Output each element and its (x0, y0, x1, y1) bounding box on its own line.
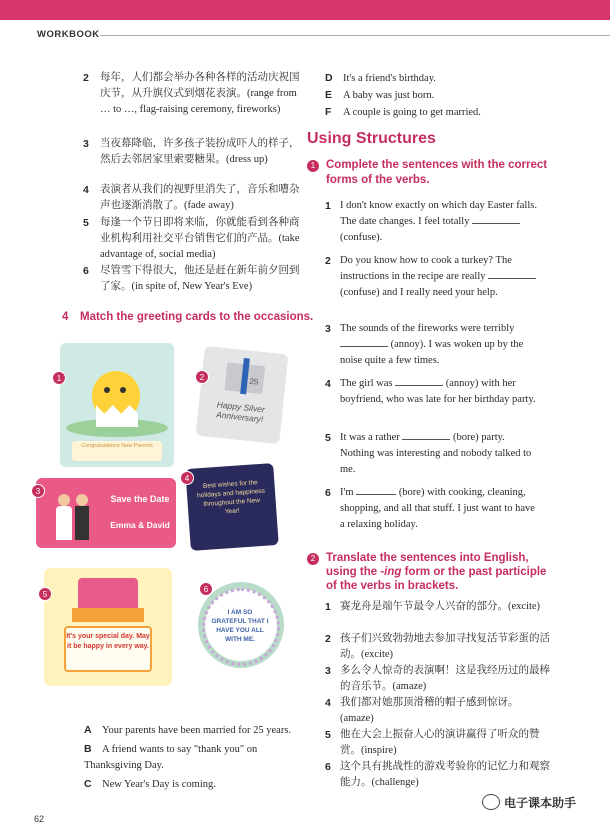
sentence-start: The girl was (340, 378, 393, 389)
occasion-b (84, 741, 284, 774)
card-number-badge: 1 (52, 371, 66, 385)
greeting-card-5 (44, 568, 172, 686)
item-number: 2 (325, 255, 331, 267)
card-caption: Congratulations New Parents (72, 441, 162, 461)
item-number: 1 (325, 200, 331, 212)
option-text: It's a friend's birthday. (343, 73, 436, 84)
bride-icon (58, 494, 70, 506)
part-title: Complete the sentences with the correct forms of the verbs. (326, 159, 548, 186)
card-number-badge: 3 (31, 484, 45, 498)
item-number: 3 (325, 323, 331, 335)
item-text: 赛龙舟是端午节最令人兴奋的部分。(excite) (340, 601, 541, 612)
header-rule (100, 35, 610, 36)
sentence-end: (bore) with cooking, cleaning, shopping, and all that stuff. I just want to have a relaxing holiday. (340, 487, 535, 530)
item-text: 他在大会上振奋人心的演讲赢得了听众的赞赏。(inspire) (340, 729, 540, 756)
option-letter: C (84, 778, 92, 790)
occasion-f (325, 104, 575, 121)
item-number: 2 (83, 72, 89, 84)
anniversary-number: 25 (249, 376, 259, 387)
item-number: 6 (83, 265, 89, 277)
card-caption: Best wishes for the holidays and happiness throughout the New Year! (196, 479, 266, 516)
workbook-header: WORKBOOK (37, 29, 100, 40)
occasion-d (325, 70, 575, 87)
sentence-start: I'm (340, 487, 354, 498)
groom-icon (76, 494, 88, 506)
item-number: 5 (325, 729, 331, 741)
option-letter: E (325, 89, 333, 101)
item-number: 5 (83, 217, 89, 229)
card-number-badge: 2 (195, 370, 209, 384)
part-title-b: form or the past participle of the verbs in brackets. (326, 566, 547, 592)
item-number: 4 (325, 378, 331, 390)
sentence-end: (confuse) and I really need your help. (340, 287, 498, 298)
sentence-end: (confuse). (340, 232, 383, 243)
part-number-badge: 1 (307, 160, 319, 172)
cake-icon (78, 578, 138, 612)
item-number: 2 (325, 633, 331, 645)
page-number: 62 (34, 814, 45, 824)
item-text: 这个具有挑战性的游戏考验你的记忆力和观察能力。(challenge) (340, 761, 550, 788)
blank-line[interactable] (472, 214, 520, 224)
chick-eye (120, 387, 126, 393)
blank-line[interactable] (488, 269, 536, 279)
option-letter: B (84, 743, 92, 755)
card-number-badge: 6 (199, 582, 213, 596)
watermark-text: 电子课本助手 (504, 796, 577, 810)
item-number: 1 (325, 601, 331, 613)
item-text: 当夜幕降临，许多孩子装扮成吓人的样子，然后去邻居家里索要糖果。(dress up) (100, 138, 300, 165)
option-letter: F (325, 106, 332, 118)
occasion-a (84, 722, 304, 739)
part-title-em: -ing (380, 566, 402, 578)
option-text: A baby was just born. (343, 90, 435, 101)
part-number-badge: 2 (307, 553, 319, 565)
blank-line[interactable] (402, 430, 450, 440)
option-text: New Year's Day is coming. (102, 779, 216, 790)
item-number: 4 (83, 184, 89, 196)
bride-dress (56, 506, 72, 540)
greeting-card-2 (196, 346, 289, 444)
sentence-start: It was a rather (340, 432, 400, 443)
card-caption: I AM SO GRATEFUL THAT I HAVE YOU ALL WITH ME. (211, 609, 269, 643)
item-text: 每逢一个节日即将来临，你就能看到各种商业机构利用社交平台销售它们的产品。(take advantage of, social media) (100, 217, 300, 260)
part-title (326, 551, 558, 593)
item-number: 4 (325, 697, 331, 709)
section-heading: Using Structures (307, 130, 436, 147)
top-color-bar (0, 0, 610, 20)
sentence-start: I don't know exactly on which day Easter falls. The date changes. I feel totally (340, 200, 537, 227)
item-number: 5 (325, 432, 331, 444)
item-number: 6 (325, 487, 331, 499)
blank-line[interactable] (395, 376, 443, 386)
option-text: A couple is going to get married. (343, 107, 481, 118)
card-number-badge: 4 (180, 471, 194, 485)
sentence-end: (annoy). I was woken up by the noise quite a few times. (340, 339, 524, 366)
part-title-a: Translate the sentences into English, using the (326, 552, 529, 578)
sentence-end: (bore) party. Nothing was interesting and nobody talked to me. (340, 432, 532, 475)
blank-line[interactable] (356, 485, 396, 495)
cake-layer (72, 608, 144, 622)
card-title: Save the Date (110, 494, 170, 504)
item-text: 表演者从我们的视野里消失了，音乐和嘈杂声也逐渐消散了。(fade away) (100, 184, 300, 211)
card-caption: It's your special day. May it be happy in every way. (64, 626, 152, 672)
greeting-card-3 (36, 478, 176, 548)
greeting-card-1 (60, 343, 174, 467)
option-letter: A (84, 724, 92, 736)
item-text: 我们都对她那顶滑稽的帽子感到惊讶。(amaze) (340, 697, 519, 724)
greeting-card-4 (185, 463, 279, 551)
item-number: 3 (325, 665, 331, 677)
item-text: 每年，人们都会举办各种各样的活动庆祝国庆节，从升旗仪式到烟花表演。(range from … to …, flag-raising ceremony, fireworks) (100, 72, 300, 115)
option-text: A friend wants to say "thank you" on Thanksgiving Day. (84, 744, 258, 771)
option-text: Your parents have been married for 25 years. (102, 725, 292, 736)
sentence-start: Do you know how to cook a turkey? The instructions in the recipe are really (340, 255, 512, 282)
item-text: 尽管雪下得很大，他还是赶在新年前夕回到了家。(in spite of, New Year's Eve) (100, 265, 300, 292)
section-title: Match the greeting cards to the occasions. (80, 311, 314, 323)
item-text: 孩子们兴致勃勃地去参加寻找复活节彩蛋的活动。(excite) (340, 633, 550, 660)
card-names: Emma & David (110, 520, 170, 530)
blank-line[interactable] (340, 337, 388, 347)
card-caption: Happy Silver Anniversary! (215, 399, 266, 425)
section-number: 4 (62, 311, 69, 323)
card-number-badge: 5 (38, 587, 52, 601)
sentence-end: (annoy) with her boyfriend, who was late for her birthday party. (340, 378, 536, 405)
groom-suit (75, 506, 89, 540)
chick-eye (104, 387, 110, 393)
occasion-c (84, 776, 304, 793)
item-number: 6 (325, 761, 331, 773)
option-letter: D (325, 72, 333, 84)
occasion-e (325, 87, 575, 104)
item-text: 多么令人惊奇的表演啊！这是我经历过的最棒的音乐节。(amaze) (340, 665, 550, 692)
sentence-start: The sounds of the fireworks were terribly (340, 323, 515, 334)
item-number: 3 (83, 138, 89, 150)
wechat-icon (482, 794, 500, 810)
